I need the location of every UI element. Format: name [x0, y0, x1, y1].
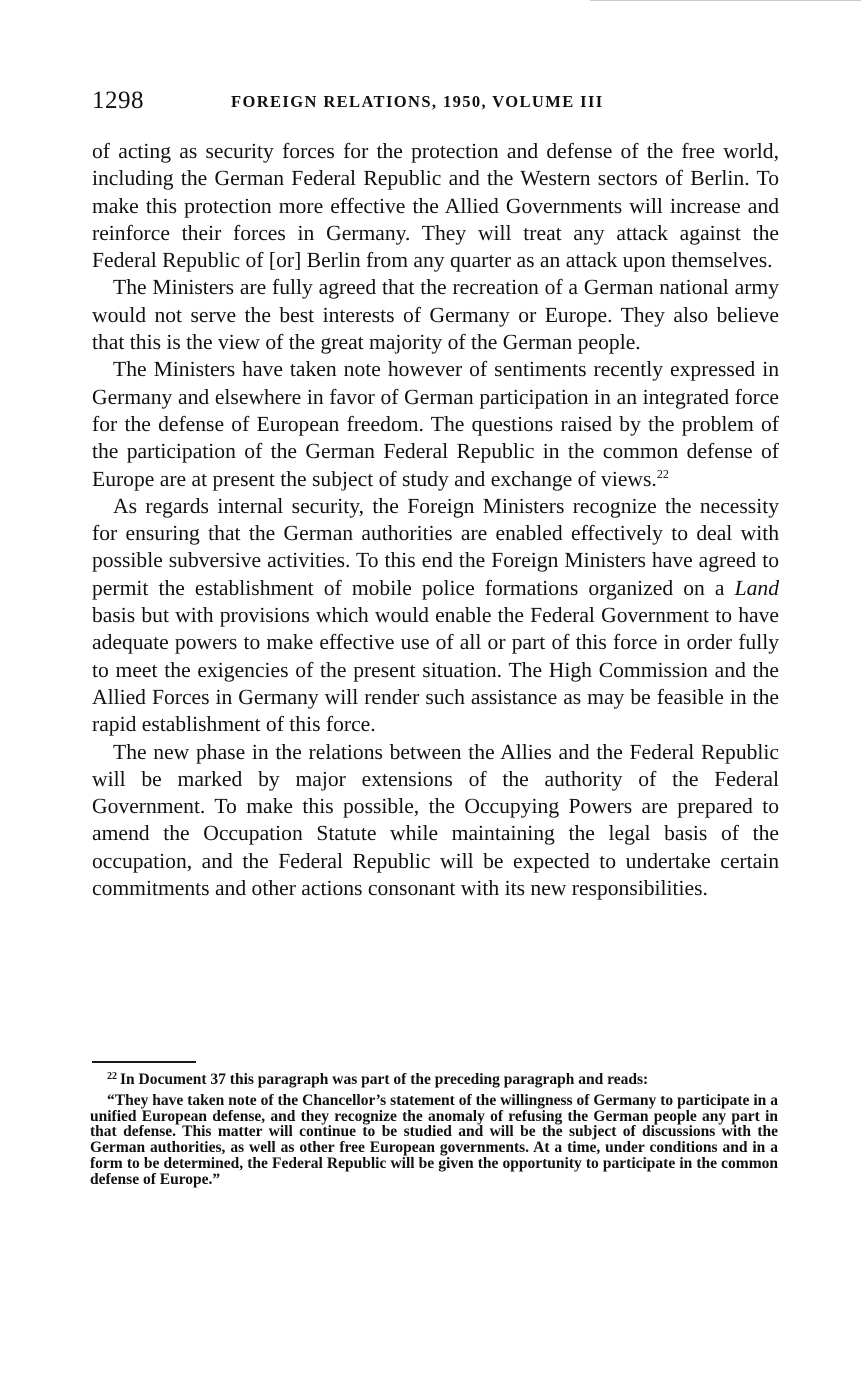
- footnote-reference[interactable]: 22: [656, 466, 669, 481]
- footnote-divider: [92, 1061, 196, 1063]
- footnote-quote: “They have taken note of the Chancellor’s statement of the willingness of Germany to participate in a unified European defense, and they recognize the anomaly of refusing the German people any part in that defense. This matter will continue to be studied and will be the subject of discussions with the German authorities, as well as other free European governments. At a time, under conditions and in a form to be determined, the Federal Republic will be given the opportunity to participate in the common defense of Europe.”: [90, 1091, 778, 1188]
- running-title: FOREIGN RELATIONS, 1950, VOLUME III: [231, 92, 604, 111]
- running-header: [92, 86, 782, 118]
- footnote-text: In Document 37 this paragraph was part of the preceding paragraph and reads:: [120, 1071, 649, 1088]
- paragraph-2: The Ministers are fully agreed that the recreation of a German national army would not serve the best interests of Germany or Europe. They also believe that this is the view of the great majority of the German people.: [92, 275, 779, 355]
- main-text: [92, 138, 779, 902]
- footnote-marker: 22: [107, 1071, 117, 1082]
- paragraph-1: of acting as security forces for the protection and defense of the free world, including the German Federal Republic and the Western sectors of Berlin. To make this protection more effective the Allied Governments will increase and reinforce their forces in Germany. They will treat any attack against the Federal Republic of [or] Berlin from any quarter as an attack upon themselves.: [92, 139, 779, 273]
- paragraph-3-text: The Ministers have taken note however of sentiments recently expressed in Germany and elsewhere in favor of German participation in an integrated force for the defense of European freedom. The questions raised by the problem of the participation of the German Federal Republic in the common defense of Europe are at present the subject of study and exchange of views.: [92, 357, 779, 491]
- land-italic: Land: [734, 575, 779, 600]
- page-number: 1298: [92, 87, 144, 114]
- footnote-22: [90, 1072, 778, 1088]
- footnote-block: [90, 1072, 778, 1188]
- paragraph-5: The new phase in the relations between the Allies and the Federal Republic will be marked by major extensions of the authority of the Federal Government. To make this possible, the Occupying Powers are prepared to amend the Occupation Statute while maintaining the legal basis of the occupation, and the Federal Republic will be expected to undertake certain commitments and other actions consonant with its new responsibilities.: [92, 739, 779, 901]
- paragraph-4-text-a: As regards internal security, the Foreign Ministers recognize the necessity for ensuring that the German authorities are enabled effectively to deal with possible subversive activities. To this end the Foreign Ministers have agreed to permit the establishment of mobile police formations organized on a: [92, 493, 779, 600]
- paragraph-4-text-b: basis but with provisions which would enable the Federal Government to have adequate powers to make effective use of all or part of this force in order fully to meet the exigencies of the present situation. The High Commission and the Allied Forces in Germany will render such assistance as may be feasible in the rapid establishment of this force.: [92, 603, 779, 737]
- paragraph-4: [92, 493, 779, 739]
- paragraph-3: [92, 356, 779, 492]
- scan-edge-line: [590, 0, 861, 1]
